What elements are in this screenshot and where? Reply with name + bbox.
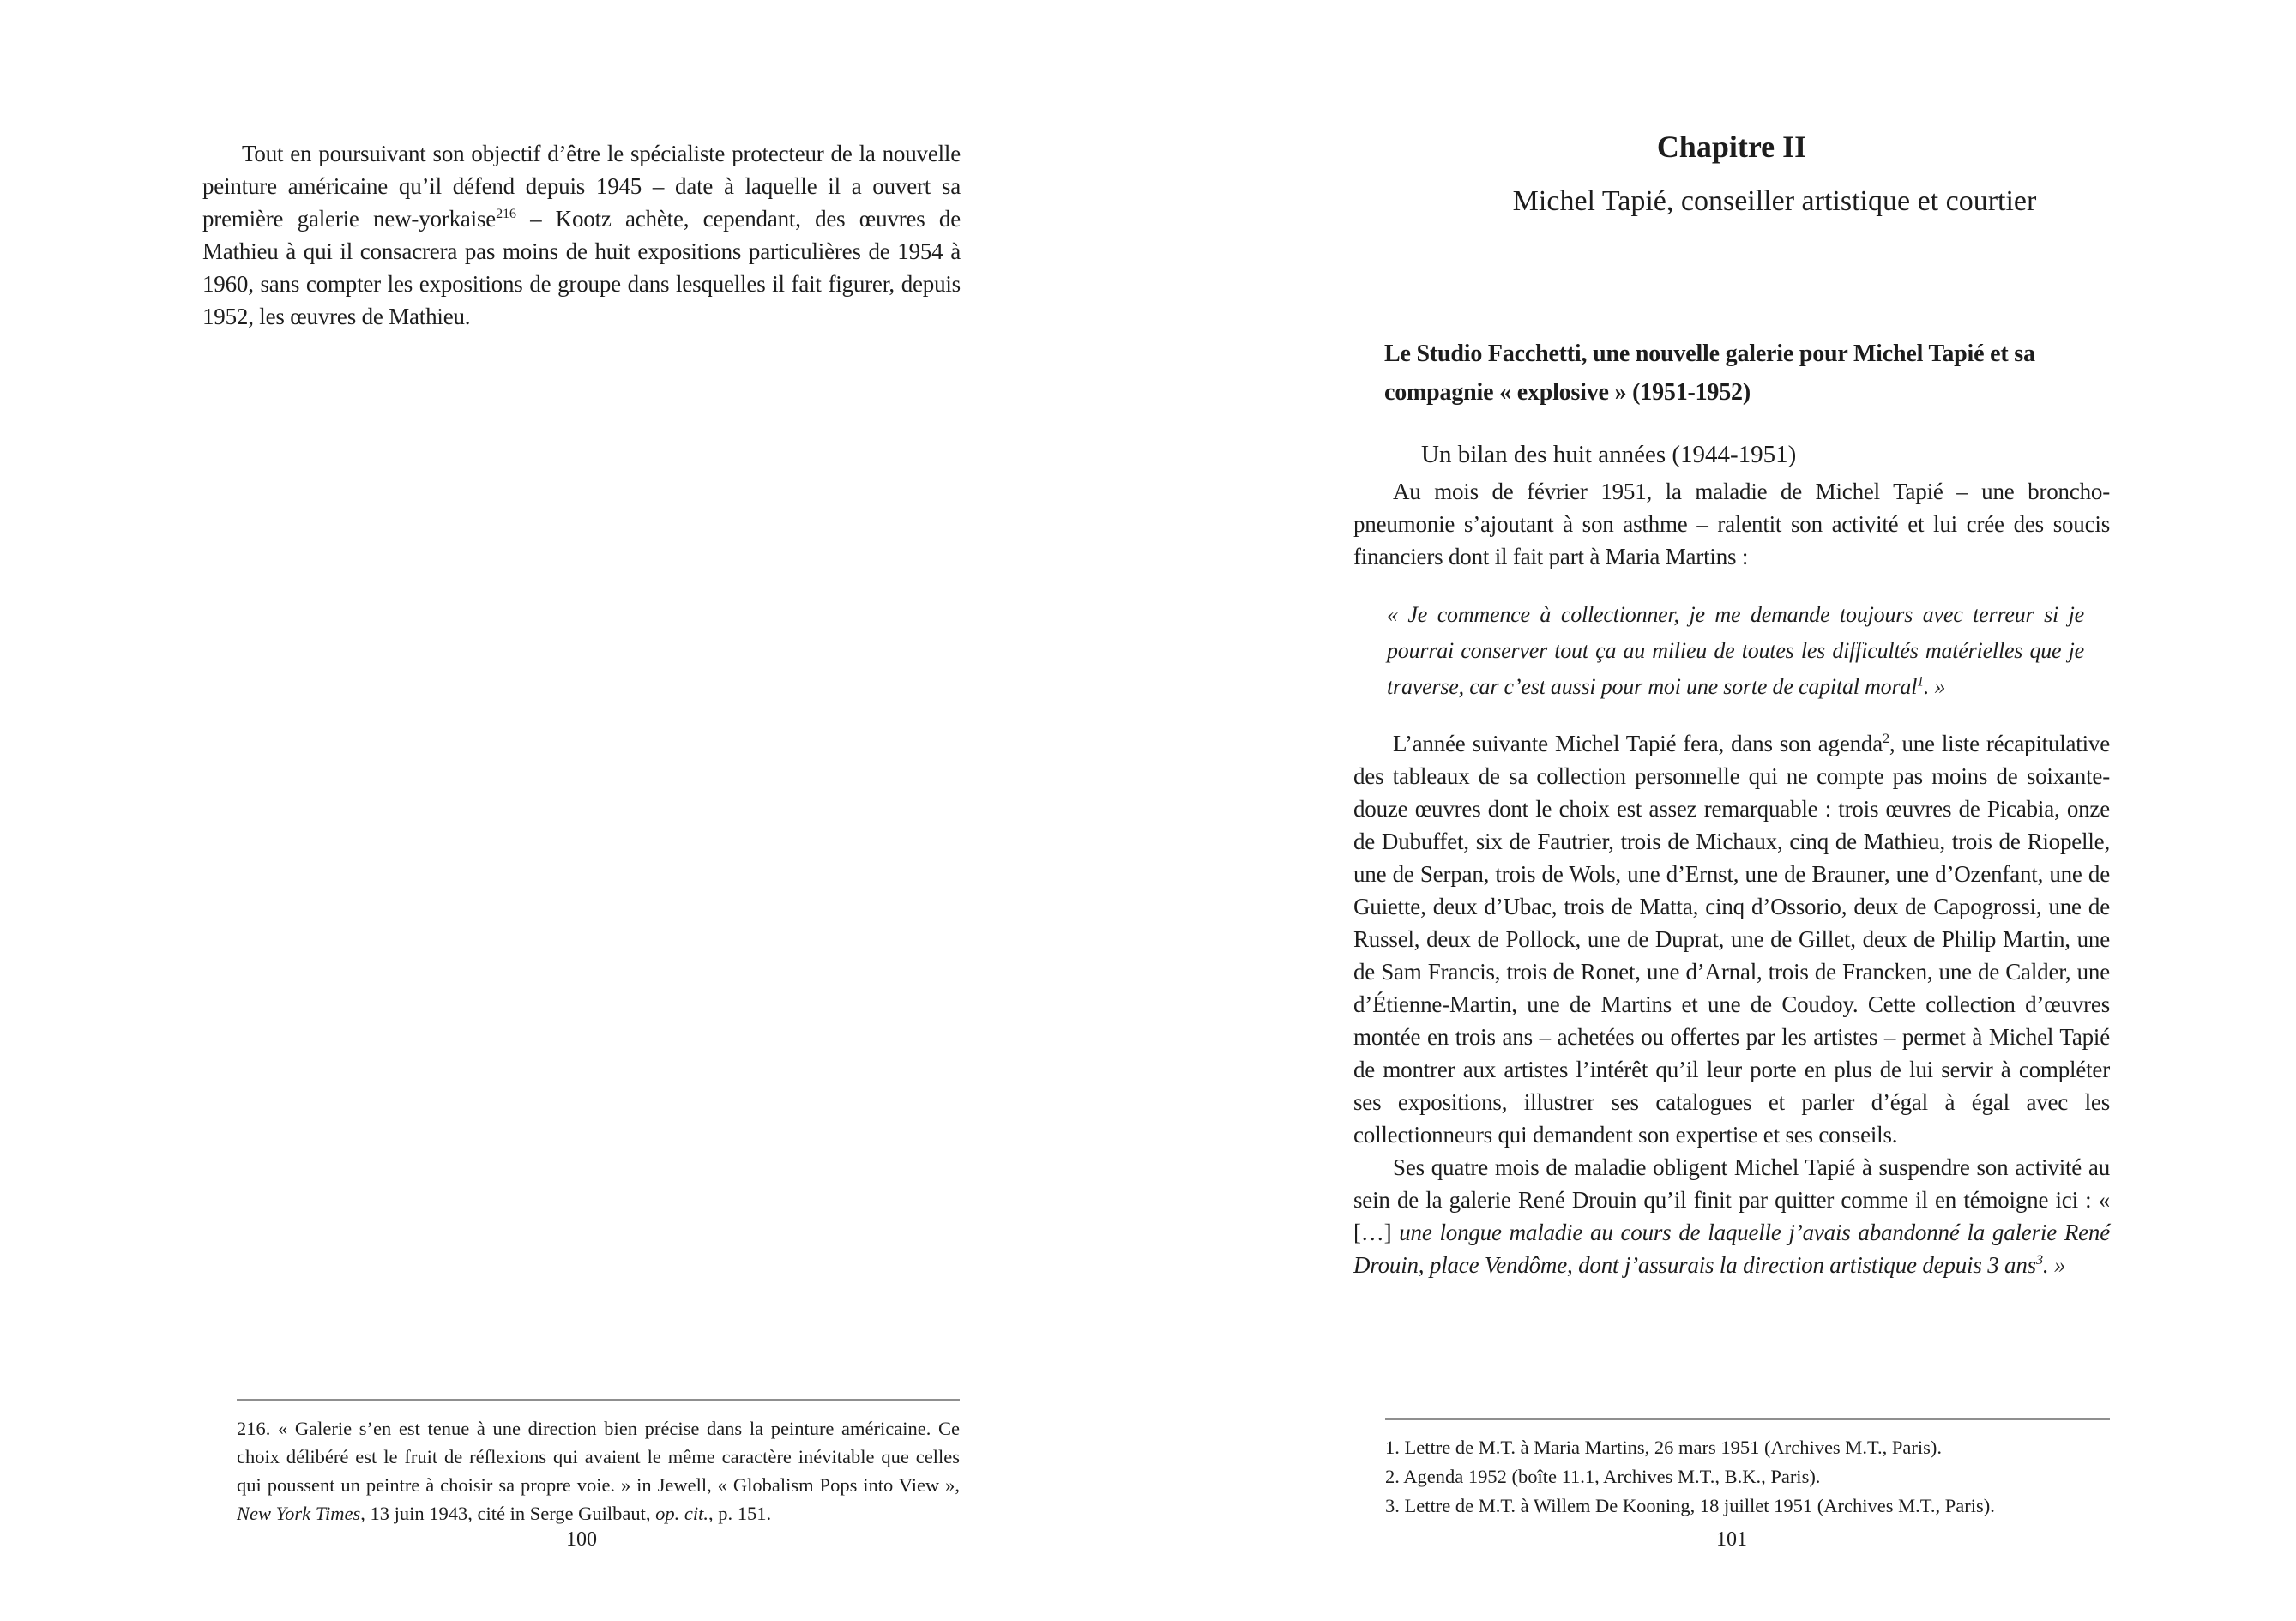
footnote-216: 216. « Galerie s’en est tenue à une direction bien précise dans la peinture américaine. Ce choix délibéré est le fruit de réflexions qui avaient le même caractère inévitable que celles qui poussent un peintre à choisir sa propre voie. » in Jewell, « Globalism Pops into View », New York Times, 13 juin 1943, cité in Serge Guilbaut, op. cit., p. 151. bbox=[237, 1418, 960, 1524]
paragraph-intro: Au mois de février 1951, la maladie de Michel Tapié – une broncho-pneumonie s’ajoutant à son asthme – ralentit son activité et lui crée des soucis financiers dont il fait part à Maria Martins : bbox=[1353, 479, 2110, 569]
paragraph-collection: L’année suivante Michel Tapié fera, dans son agenda$^2$, une liste récapitulative des tableaux de sa collection personnelle qui ne compte pas moins de soixante-douze œuvres dont le choix est assez remarquable : trois œuvres de Picabia, onze de Dubuffet, six de Fautrier, trois de Michaux, cinq de Mathieu, trois de Riopelle, une de Serpan, trois de Wols, une d’Ernst, une de Brauner, une d’Ozenfant, une de Guiette, deux d’Ubac, trois de Matta, cinq d’Ossorio, deux de Capogrossi, une de Russel, deux de Pollock, une de Duprat, une de Gillet, deux de Philip Martin, une de Sam Francis, trois de Ronet, une d’Arnal, trois de Francken, une de Calder, une d’Étienne-Martin, une de Martins et une de Coudoy. Cette collection d’œuvres montée en trois ans – achetées ou offertes par les artistes – permet à Michel Tapié de montrer aux artistes l’intérêt qu’il leur porte en plus de lui servir à compléter ses expositions, illustrer ses catalogues et parler d’égal à égal avec les collectionneurs qui demandent son expertise et ses conseils. bbox=[1353, 731, 2110, 1148]
page-number-101: 101 bbox=[1716, 1528, 1747, 1551]
footnote-separator bbox=[1385, 1418, 2110, 1420]
subsection-heading: Un bilan des huit années (1944-1951) bbox=[1421, 441, 1797, 468]
chapter-heading: Chapitre II bbox=[1656, 130, 1807, 164]
footnote-separator bbox=[237, 1399, 960, 1401]
footnote-1: 1. Lettre de M.T. à Maria Martins, 26 mars 1951 (Archives M.T., Paris). bbox=[1385, 1437, 1943, 1458]
paragraph-kootz: Tout en poursuivant son objectif d’être le spécialiste protecteur de la nouvelle peinture américaine qu’il défend depuis 1945 – date à laquelle il a ouvert sa première galerie new-yorkaise$^{216}$ – Kootz achète, cependant, des œuvres de Mathieu à qui il consacrera pas moins de huit expositions particulières de 1954 à 1960, sans compter les expositions de groupe dans lesquelles il fait figurer, depuis 1952, les œuvres de Mathieu. bbox=[202, 141, 961, 329]
footnote-block-left bbox=[237, 1399, 960, 1528]
footnote-2: 2. Agenda 1952 (boîte 11.1, Archives M.T., B.K., Paris). bbox=[1385, 1466, 1821, 1487]
page-left bbox=[202, 0, 961, 1621]
footnote-3: 3. Lettre de M.T. à Willem De Kooning, 18 juillet 1951 (Archives M.T., Paris). bbox=[1385, 1495, 1995, 1516]
footnote-block-right bbox=[1385, 1418, 2110, 1521]
quote-block: « Je commence à collectionner, je me demande toujours avec terreur si je pourrai conserver tout ça au milieu de toutes les difficultés matérielles que je traverse, car c’est aussi pour moi une sorte de capital moral$^1$. » bbox=[1387, 602, 2084, 699]
chapter-title: Michel Tapié, conseiller artistique et courtier bbox=[1512, 185, 2037, 217]
right-page-body bbox=[1353, 727, 2110, 1281]
page-number-100: 100 bbox=[566, 1528, 597, 1551]
left-page-body bbox=[202, 137, 961, 333]
page-right bbox=[1353, 0, 2110, 1621]
paragraph-illness: Ses quatre mois de maladie obligent Michel Tapié à suspendre son activité au sein de la galerie René Drouin qu’il finit par quitter comme il en témoigne ici : « […] une longue maladie au cours de laquelle j’avais abandonné la galerie René Drouin, place Vendôme, dont j’assurais la direction artistique depuis 3 ans$^3$. » bbox=[1353, 1154, 2110, 1278]
section-heading: Le Studio Facchetti, une nouvelle galerie pour Michel Tapié et sa compagnie « explosive » (1951-1952) bbox=[1384, 340, 2035, 406]
